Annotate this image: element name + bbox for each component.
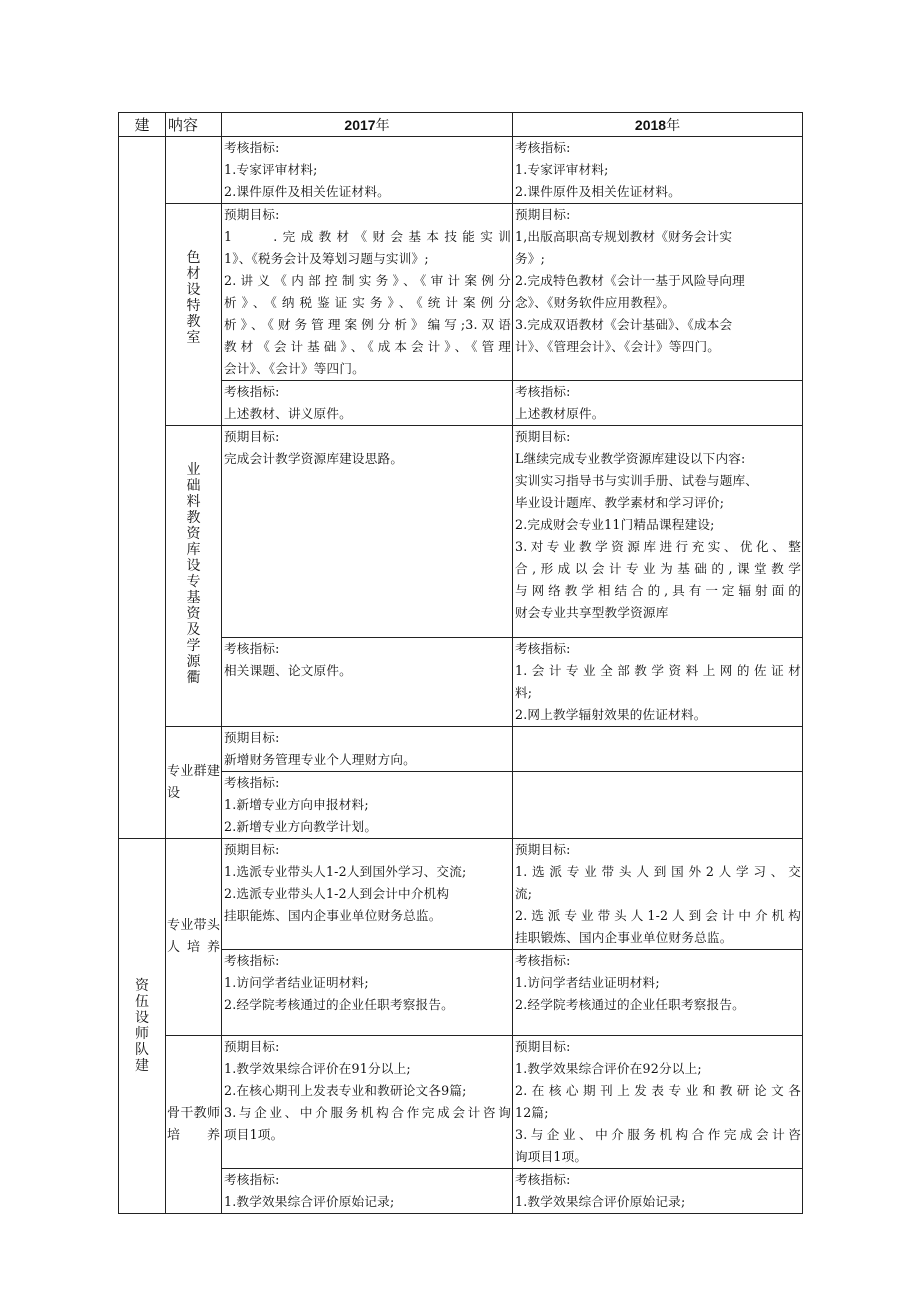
year-unit: 年 [666, 117, 681, 134]
cell-line: 合,形成以会计专业为基础的,课堂教学 [515, 561, 801, 576]
table-row [119, 638, 803, 727]
content-cell [222, 727, 513, 772]
year-2017-number: 2017 [344, 116, 376, 133]
cell-line: 计》、《管理会计》、《会计》等四门。 [515, 339, 721, 354]
content-cell [513, 426, 803, 638]
content-cell [513, 950, 803, 1036]
content-cell [222, 772, 513, 839]
cell-line: 析》、《纳税鉴证实务》、《统计案例分 [224, 295, 511, 310]
cell-line: 务》; [515, 251, 546, 266]
cell-line: 1.教学效果综合评价原始记录; [224, 1194, 395, 1209]
table-body [119, 137, 803, 1214]
content-cell [222, 137, 513, 204]
year-unit: 年 [375, 117, 390, 134]
cell-line: 预期目标: [224, 207, 280, 222]
cell-line: 3.与企业、中介服务机构合作完成会计咨 [515, 1127, 801, 1142]
cell-line: 会计》、《会计》等四门。 [224, 361, 365, 376]
subsection-label [166, 137, 222, 204]
subsection-label-text: 色材设特教室 [186, 250, 201, 346]
subsection-label [166, 204, 222, 426]
cell-line: 完成会计教学资源库建设思路。 [224, 451, 404, 466]
cell-line: 教材《会计基础》、《成本会计》、《管理 [224, 339, 511, 354]
cell-line: 1.访问学者结业证明材料; [224, 975, 369, 990]
cell-line: 挂职能炼、国内企事业单位财务总监。 [224, 908, 442, 923]
cell-line: 1.教学效果综合评价原始记录; [515, 1194, 686, 1209]
content-cell [222, 950, 513, 1036]
cell-line: 相关课题、论文原件。 [224, 663, 352, 678]
cell-line: 挂职锻炼、国内企事业单位财务总监。 [515, 930, 733, 945]
cell-line: 预期目标: [224, 842, 280, 857]
content-cell [513, 727, 803, 772]
cell-line: 上述教材、讲义原件。 [224, 406, 352, 421]
cell-line: 考核指标: [515, 953, 571, 968]
cell-line: 1.教学效果综合评价在92分以上; [515, 1061, 702, 1076]
header-col-2: 呐容 [166, 113, 222, 137]
cell-line: 预期目标: [515, 429, 571, 444]
cell-line: 与网络教学相结合的,具有一定辐射面的 [515, 583, 801, 598]
cell-line: 1.专家评审材料; [515, 162, 609, 177]
cell-line: 考核指标: [515, 140, 571, 155]
cell-line: 1.新增专业方向申报材料; [224, 797, 369, 812]
cell-line: 考核指标: [224, 953, 280, 968]
cell-line: 3.与企业、中介服务机构合作完成会计咨询 [224, 1105, 511, 1120]
cell-line: 预期目标: [515, 842, 571, 857]
cell-line: 2.讲义《内部控制实务》、《审计案例分 [224, 273, 511, 288]
cell-line: 2.新增专业方向教学计划。 [224, 819, 378, 834]
table-row [119, 137, 803, 204]
content-cell [222, 426, 513, 638]
content-cell [513, 772, 803, 839]
cell-line: 考核指标: [515, 1172, 571, 1187]
cell-line: 2.网上教学辐射效果的佐证材料。 [515, 707, 707, 722]
cell-line: 析》、《财务管理案例分析》编写;3.双语 [224, 317, 511, 332]
cell-line: 考核指标: [224, 1172, 280, 1187]
cell-line: 2.课件原件及相关佐证材料。 [224, 184, 390, 199]
cell-line: 考核指标: [224, 641, 280, 656]
cell-line: 新增财务管理专业个人理财方向。 [224, 752, 416, 767]
content-cell [513, 204, 803, 381]
subsection-label-text: 专业群建设 [167, 763, 220, 801]
cell-line: 2.课件原件及相关佐证材料。 [515, 184, 681, 199]
content-cell [222, 1036, 513, 1169]
content-cell [513, 1169, 803, 1214]
subsection-label [166, 839, 222, 1036]
cell-line: 项目1项。 [224, 1127, 284, 1142]
section-label [119, 839, 166, 1214]
plan-table [118, 112, 803, 1214]
content-cell [513, 638, 803, 727]
cell-line: 毕业设计题库、教学素材和学习评价; [515, 495, 725, 510]
cell-line: 流; [515, 886, 533, 901]
cell-line: 1,出版高职高专规划教材《财务会计实 [515, 229, 733, 244]
cell-line: 1.专家评审材料; [224, 162, 318, 177]
table-row [119, 204, 803, 381]
subsection-label-text: 业础料教资库设专基资及学源衢 [186, 462, 201, 686]
cell-line: 1.选派专业带头人1-2人到国外学习、交流; [224, 864, 467, 879]
cell-line: 考核指标: [224, 140, 280, 155]
table-row [119, 1169, 803, 1214]
cell-line: 询项目1项。 [515, 1149, 588, 1164]
cell-line: 料; [515, 685, 533, 700]
subsection-label [166, 727, 222, 839]
table-row [119, 839, 803, 950]
cell-line: 1》、《税务会计及筹划习题与实训》; [224, 251, 429, 266]
subsection-label [166, 426, 222, 727]
cell-line: 2.选派专业带头人1-2人到会计中介机构 [224, 886, 450, 901]
table-row [119, 772, 803, 839]
content-cell [222, 638, 513, 727]
cell-line: 念》、《财务软件应用教程》。 [515, 295, 676, 310]
cell-line: 考核指标: [515, 641, 571, 656]
cell-line: 预期目标: [224, 1039, 280, 1054]
cell-line: 预期目标: [224, 429, 280, 444]
cell-line: 预期目标: [224, 730, 280, 745]
section-label [119, 137, 166, 839]
table-row [119, 950, 803, 1036]
cell-line: 1.访问学者结业证明材料; [515, 975, 660, 990]
section-label-text: 资伍设师队建 [135, 978, 149, 1074]
cell-line: 财会专业共享型教学资源库 [515, 605, 669, 620]
table-row [119, 1036, 803, 1169]
content-cell [513, 1036, 803, 1169]
cell-line: 3.对专业教学资源库进行充实、优化、整 [515, 539, 801, 554]
subsection-label-text: 专业带头人培养 [167, 918, 220, 955]
cell-line: 2.在核心期刊上发表专业和教研论文各9篇; [224, 1083, 467, 1098]
content-cell [222, 204, 513, 381]
header-year-2018 [513, 113, 803, 137]
cell-line: 2.经学院考核通过的企业任职考察报告。 [515, 997, 745, 1012]
cell-line: 12篇; [515, 1105, 549, 1120]
cell-line: 考核指标: [224, 384, 280, 399]
cell-line: 上述教材原件。 [515, 406, 605, 421]
cell-line: 1 .完成教材《财会基本技能实训 [224, 229, 511, 244]
content-cell [222, 381, 513, 426]
cell-line: 考核指标: [224, 775, 280, 790]
content-cell [222, 839, 513, 950]
subsection-label [166, 1036, 222, 1214]
cell-line: 2.完成特色教材《会计一基于风险导向理 [515, 273, 745, 288]
cell-line: 1.选派专业带头人到国外2人学习、交 [515, 864, 801, 879]
content-cell [513, 381, 803, 426]
content-cell [513, 839, 803, 950]
table-row [119, 381, 803, 426]
cell-line: 预期目标: [515, 1039, 571, 1054]
cell-line: 3.完成双语教材《会计基础》、《成本会 [515, 317, 733, 332]
cell-line: 2.选派专业带头人1-2人到会计中介机构 [515, 908, 801, 923]
header-year-2017 [222, 113, 513, 137]
header-row [119, 113, 803, 137]
cell-line: 2.在核心期刊上发表专业和教研论文各 [515, 1083, 801, 1098]
cell-line: L继续完成专业教学资源库建设以下内容: [515, 451, 746, 466]
cell-line: 2.经学院考核通过的企业任职考察报告。 [224, 997, 454, 1012]
cell-line: 1.教学效果综合评价在91分以上; [224, 1061, 411, 1076]
cell-line: 考核指标: [515, 384, 571, 399]
content-cell [222, 1169, 513, 1214]
header-col-1: 建 [119, 113, 166, 137]
table-row [119, 727, 803, 772]
cell-line: 1.会计专业全部教学资料上网的佐证材 [515, 663, 801, 678]
cell-line: 2.完成财会专业11门精品课程建设; [515, 517, 715, 532]
cell-line: 实训实习指导书与实训手册、试卷与题库、 [515, 473, 759, 488]
subsection-label-text: 骨干教师培养 [167, 1105, 220, 1143]
table-row [119, 426, 803, 638]
content-cell [513, 137, 803, 204]
cell-line: 预期目标: [515, 207, 571, 222]
year-2018-number: 2018 [634, 116, 667, 133]
